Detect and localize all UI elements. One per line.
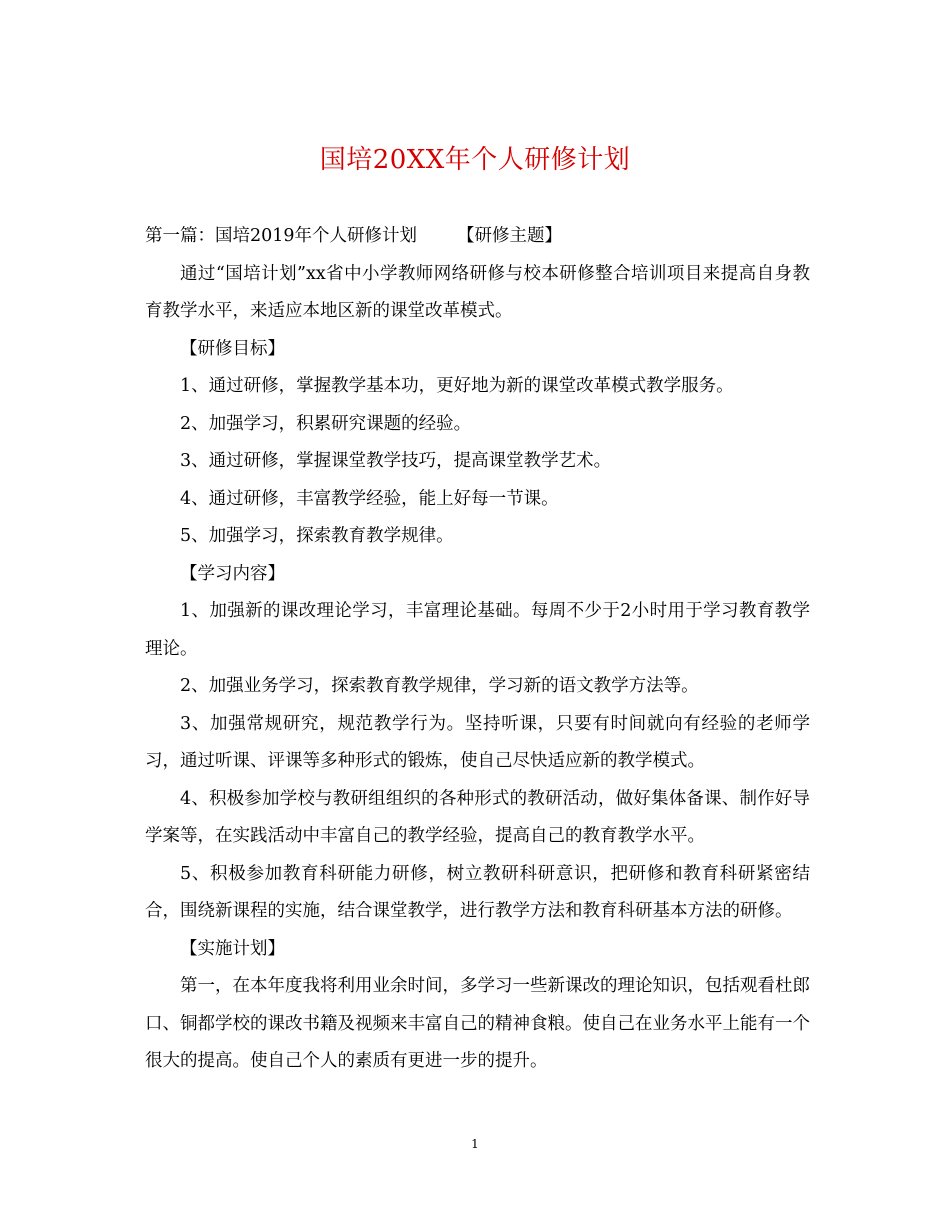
list-item: 4、积极参加学校与教研组组织的各种形式的教研活动，做好集体备课、制作好导学案等，在实践活动中丰富自己的教学经验，提高自己的教育教学水平。: [145, 788, 810, 846]
list-item: 1、通过研修，掌握教学基本功，更好地为新的课堂改革模式教学服务。: [180, 376, 734, 396]
document-body: [145, 218, 810, 1081]
page-number: 1: [471, 1137, 479, 1151]
section-heading: 【学习内容】: [180, 563, 285, 584]
list-item: 5、加强学习，探索教育教学规律。: [180, 526, 454, 546]
list-item: 3、加强常规研究，规范教学行为。坚持听课，只要有时间就向有经验的老师学习，通过听课、评课等多种形式的锻炼，使自己尽快适应新的教学模式。: [145, 713, 810, 771]
list-item: 2、加强学习，积累研究课题的经验。: [180, 413, 472, 434]
paragraph: 第一，在本年度我将利用业余时间，多学习一些新课改的理论知识，包括观看杜郎口、铜都学校的课改书籍及视频来丰富自己的精神食粮。使自己在业务水平上能有一个很大的提高。使自己个人的素质有更进一步的提升。: [145, 976, 810, 1071]
list-item: 1、加强新的课改理论学习，丰富理论基础。每周不少于2小时用于学习教育教学理论。: [145, 601, 810, 659]
list-item: 4、通过研修，丰富教学经验，能上好每一节课。: [180, 488, 559, 509]
section-heading: 【实施计划】: [180, 938, 285, 959]
list-item: 5、积极参加教育科研能力研修，树立教研科研意识，把研修和教育科研紧密结合，围绕新课程的实施，结合课堂教学，进行教学方法和教育科研基本方法的研修。: [145, 863, 810, 921]
intro-line: [145, 218, 810, 256]
intro-part-label: 第一篇：国培2019年个人研修计划: [145, 226, 418, 246]
intro-gap: [417, 218, 457, 256]
list-item: 2、加强业务学习，探索教育教学规律，学习新的语文教学方法等。: [180, 676, 699, 696]
paragraph: 通过“国培计划”xx省中小学教师网络研修与校本研修整合培训项目来提高自身教育教学水平，来适应本地区新的课堂改革模式。: [145, 263, 810, 321]
intro-heading: 【研修主题】: [457, 226, 563, 246]
section-heading: 【研修目标】: [180, 338, 285, 359]
list-item: 3、通过研修，掌握课堂教学技巧，提高课堂教学艺术。: [180, 451, 612, 471]
document-title: 国培20XX年个人研修计划: [319, 145, 631, 175]
